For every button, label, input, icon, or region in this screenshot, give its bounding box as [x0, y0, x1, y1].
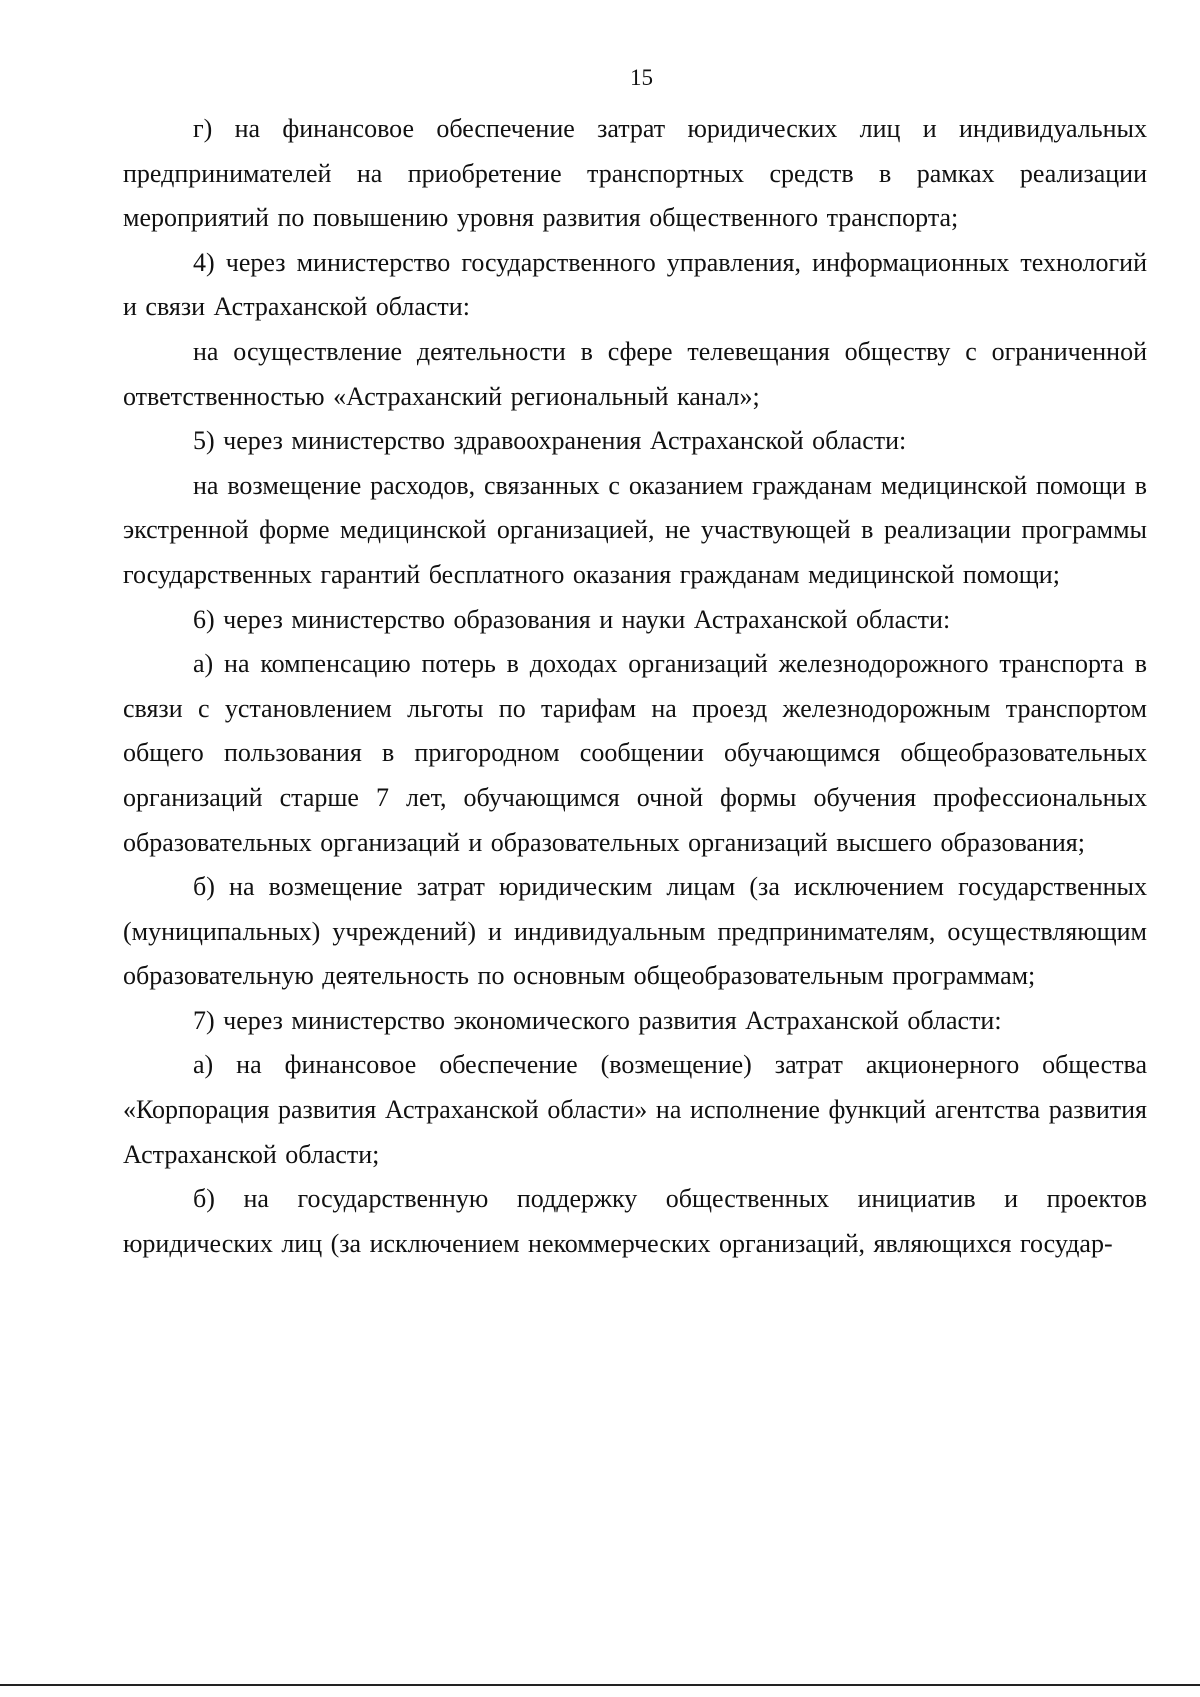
paragraph-b-education-cost-reimbursement: б) на возмещение затрат юридическим лицам (за исключением государственных (муниципальных) учреждений) и индивидуальным предпринимателям, осуществляющим образовательную деятельность по основным общеобразовательным программам; [123, 872, 1147, 991]
paragraph-4-ministry-it: 4) через министерство государственного управления, информационных технологий и связи Астраханской области: [123, 247, 1147, 322]
bottom-divider [0, 1684, 1200, 1686]
paragraph-6-ministry-education: 6) через министерство образования и науки Астраханской области: [193, 604, 951, 634]
paragraph-medical-care-compensation: на возмещение расходов, связанных с оказанием гражданам медицинской помощи в экстренной форме медицинской организацией, не участвующей в реализации программы государственных гарантий бесплатного оказания гражданам медицинской помощи; [123, 470, 1147, 589]
paragraph-a-railway-compensation: а) на компенсацию потерь в доходах организаций железнодорожного транспорта в связи с установлением льготы по тарифам на проезд железнодорожным транспортом общего пользования в пригородном сообщении обучающимся общеобразовательных организаций старше 7 лет, обучающимся очной формы обучения профессиональных образовательных организаций и образовательных организаций высшего образования; [123, 649, 1147, 857]
page-number: 15 [630, 65, 653, 90]
paragraph-7-ministry-economy: 7) через министерство экономического развития Астраханской области: [193, 1005, 1002, 1035]
paragraph-b-public-initiatives: б) на государственную поддержку общественных инициатив и проектов юридических лиц (за исключением некоммерческих организаций, являющихся государ- [123, 1184, 1147, 1258]
paragraph-5-ministry-health: 5) через министерство здравоохранения Астраханской области: [193, 426, 907, 456]
paragraph-a-development-corporation: а) на финансовое обеспечение (возмещение) затрат акционерного общества «Корпорация развития Астраханской области» на исполнение функций агентства развития Астраханской области; [123, 1050, 1147, 1169]
paragraph-tv-broadcasting: на осуществление деятельности в сфере телевещания обществу с ограниченной ответственностью «Астраханский региональный канал»; [123, 336, 1147, 411]
paragraph-g-transport-funding: г) на финансовое обеспечение затрат юридических лиц и индивидуальных предпринимателей на приобретение транспортных средств в рамках реализации мероприятий по повышению уровня развития общественного транспорта; [123, 114, 1147, 233]
document-body [123, 107, 1147, 1266]
